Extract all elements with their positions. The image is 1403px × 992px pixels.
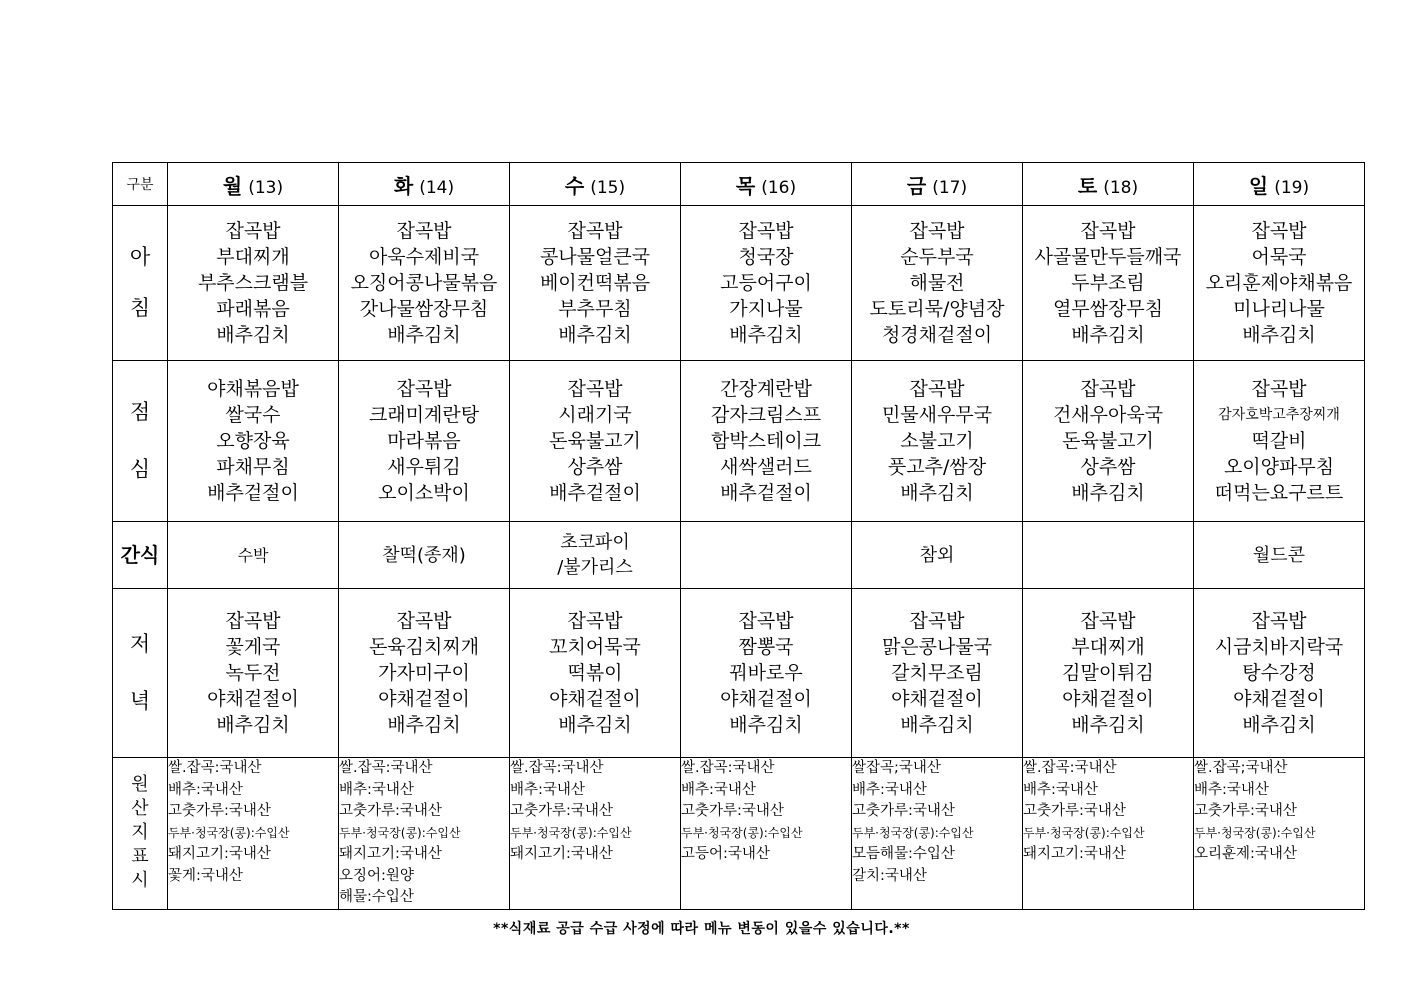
menu-item: 잡곡밥	[396, 378, 452, 400]
dinner-cell	[510, 589, 681, 758]
menu-item: 잡곡밥	[909, 220, 965, 242]
origin-line: 두부·청국장(콩):수입산	[852, 825, 974, 840]
menu-item: 잡곡밥	[1251, 220, 1307, 242]
menu-item: 함박스테이크	[710, 430, 822, 452]
origin-line: 꽃게:국내산	[168, 867, 243, 884]
menu-item: 떠먹는요구르트	[1214, 482, 1344, 504]
menu-item: 돈육김치찌개	[368, 636, 480, 658]
menu-item: 김말이튀김	[1062, 662, 1154, 684]
menu-item: 감자크림스프	[710, 404, 822, 426]
menu-item: 잡곡밥	[567, 610, 623, 632]
origin-line: 배추:국내산	[339, 781, 414, 798]
breakfast-cell	[1023, 206, 1194, 361]
origin-line: 배추:국내산	[681, 781, 756, 798]
origin-line: 쌀.잡곡;국내산	[1194, 760, 1288, 776]
lunch-cell	[168, 361, 339, 522]
menu-item: 갈치무조림	[891, 662, 983, 684]
origin-cell	[1194, 758, 1365, 910]
menu-item: 어묵국	[1251, 246, 1307, 268]
origin-label: 원 산 지 표 시	[113, 758, 168, 910]
lunch-cell	[852, 361, 1023, 522]
menu-item: 야채겉절이	[720, 688, 812, 710]
menu-item: 탕수강정	[1242, 662, 1316, 684]
menu-item: 배추김치	[900, 482, 974, 504]
origin-line: 쌀.잡곡:국내산	[1023, 760, 1117, 776]
origin-line: 두부·청국장(콩):수입산	[681, 825, 803, 840]
origin-line: 고춧가루:국내산	[852, 803, 955, 819]
breakfast-cell	[510, 206, 681, 361]
dinner-cell	[339, 589, 510, 758]
dinner-cell	[1023, 589, 1194, 758]
menu-item: 돈육불고기	[549, 430, 641, 452]
menu-item: 열무쌈장무침	[1052, 298, 1164, 320]
origin-line: 고춧가루:국내산	[1023, 803, 1126, 819]
menu-item: 잡곡밥	[1251, 378, 1307, 400]
menu-item: 배추김치	[1242, 714, 1316, 736]
menu-item: 상추쌈	[567, 456, 623, 478]
menu-item: 파래볶음	[216, 298, 290, 320]
origin-line: 고춧가루:국내산	[681, 803, 784, 819]
dinner-cell	[852, 589, 1023, 758]
menu-item: 새싹샐러드	[720, 456, 812, 478]
menu-item: 찰떡(종재)	[382, 544, 466, 566]
header-row	[113, 163, 1365, 206]
menu-item: 감자호박고추장찌개	[1218, 407, 1340, 423]
origin-line: 오징어:원양	[339, 867, 414, 884]
menu-item: 배추김치	[1071, 324, 1145, 346]
weekly-menu-table	[112, 162, 1365, 910]
menu-item: 순두부국	[900, 246, 974, 268]
menu-item: 배추김치	[558, 324, 632, 346]
breakfast-cell	[852, 206, 1023, 361]
menu-item: 야채겉절이	[549, 688, 641, 710]
menu-item: 꿔바로우	[729, 662, 803, 684]
menu-item: 배추김치	[1071, 482, 1145, 504]
menu-item: 해물전	[909, 272, 965, 294]
origin-line: 배추:국내산	[168, 781, 243, 798]
menu-item: 잡곡밥	[1251, 610, 1307, 632]
menu-item: 오향장육	[216, 430, 290, 452]
menu-item: 잡곡밥	[909, 378, 965, 400]
dinner-cell	[168, 589, 339, 758]
footnote: **식재료 공급 수급 사정에 따라 메뉴 변동이 있을수 있습니다.**	[493, 921, 910, 937]
menu-item: 미나리나물	[1233, 298, 1325, 320]
menu-item: /불가리스	[557, 557, 633, 578]
menu-item: 잡곡밥	[738, 610, 794, 632]
menu-item: 부대찌개	[1071, 636, 1145, 658]
menu-item: 고등어구이	[720, 272, 812, 294]
menu-item: 갓나물쌈장무침	[359, 298, 489, 320]
menu-item: 가자미구이	[378, 662, 470, 684]
origin-line: 고춧가루:국내산	[168, 803, 271, 819]
day-header: 수 (15)	[510, 163, 681, 206]
menu-item: 야채볶음밥	[207, 378, 299, 400]
snack-cell	[852, 522, 1023, 589]
menu-item: 녹두전	[225, 662, 281, 684]
origin-line: 두부·청국장(콩):수입산	[339, 825, 461, 840]
snack-label: 간식	[113, 522, 168, 589]
dinner-cell	[1194, 589, 1365, 758]
menu-item: 상추쌈	[1080, 456, 1136, 478]
breakfast-cell	[339, 206, 510, 361]
menu-item: 잡곡밥	[738, 220, 794, 242]
origin-line: 두부·청국장(콩):수입산	[510, 825, 632, 840]
lunch-cell	[1194, 361, 1365, 522]
day-header: 화 (14)	[339, 163, 510, 206]
menu-item: 야채겉절이	[891, 688, 983, 710]
origin-line: 두부·청국장(콩):수입산	[168, 825, 290, 840]
origin-line: 배추:국내산	[1023, 781, 1098, 798]
menu-item: 쌀국수	[225, 404, 281, 426]
origin-line: 돼지고기:국내산	[339, 846, 442, 862]
menu-item: 배추김치	[1071, 714, 1145, 736]
lunch-cell	[510, 361, 681, 522]
origin-line: 쌀.잡곡:국내산	[339, 760, 433, 776]
menu-item: 월드콘	[1252, 544, 1306, 566]
breakfast-row	[113, 206, 1365, 361]
menu-item: 배추겉절이	[207, 482, 299, 504]
origin-line: 배추:국내산	[510, 781, 585, 798]
snack-cell	[1023, 522, 1194, 589]
menu-item: 잡곡밥	[567, 220, 623, 242]
origin-line: 배추:국내산	[852, 781, 927, 798]
menu-item: 배추김치	[387, 714, 461, 736]
day-header: 일 (19)	[1194, 163, 1365, 206]
origin-line: 쌀.잡곡:국내산	[168, 760, 262, 776]
menu-item: 배추김치	[729, 324, 803, 346]
menu-item: 풋고추/쌈장	[887, 456, 987, 478]
menu-item: 배추김치	[729, 714, 803, 736]
origin-cell	[1023, 758, 1194, 910]
menu-item: 야채겉절이	[1233, 688, 1325, 710]
lunch-cell	[1023, 361, 1194, 522]
dinner-row	[113, 589, 1365, 758]
origin-line: 갈치:국내산	[852, 867, 927, 884]
menu-item: 사골물만두들깨국	[1034, 246, 1182, 268]
menu-item: 오이소박이	[378, 482, 470, 504]
menu-item: 잡곡밥	[225, 220, 281, 242]
origin-line: 고등어:국내산	[681, 846, 770, 862]
dinner-label: 저 녁	[113, 589, 168, 758]
menu-item: 오징어콩나물볶음	[350, 272, 498, 294]
menu-item: 꼬치어묵국	[549, 636, 641, 658]
menu-item: 잡곡밥	[1080, 220, 1136, 242]
menu-item: 청경채겉절이	[881, 324, 993, 346]
category-header: 구분	[113, 163, 168, 206]
origin-cell	[168, 758, 339, 910]
lunch-label: 점 심	[113, 361, 168, 522]
menu-item: 꽃게국	[225, 636, 281, 658]
menu-item: 배추겉절이	[549, 482, 641, 504]
lunch-row	[113, 361, 1365, 522]
day-header: 토 (18)	[1023, 163, 1194, 206]
menu-item: 초코파이	[560, 532, 630, 553]
snack-cell	[681, 522, 852, 589]
breakfast-label: 아 침	[113, 206, 168, 361]
origin-line: 쌀잡곡;국내산	[852, 760, 941, 776]
menu-item: 가지나물	[729, 298, 803, 320]
origin-line: 고춧가루:국내산	[510, 803, 613, 819]
menu-item: 잡곡밥	[225, 610, 281, 632]
menu-item: 베이컨떡볶음	[539, 272, 651, 294]
menu-item: 두부조림	[1071, 272, 1145, 294]
menu-item: 잡곡밥	[396, 610, 452, 632]
menu-item: 잡곡밥	[1080, 610, 1136, 632]
origin-line: 배추:국내산	[1194, 781, 1269, 798]
menu-item: 참외	[919, 544, 955, 566]
menu-item: 배추김치	[1242, 324, 1316, 346]
breakfast-cell	[1194, 206, 1365, 361]
origin-line: 쌀.잡곡:국내산	[510, 760, 604, 776]
menu-item: 짬뽕국	[738, 636, 794, 658]
menu-item: 떡볶이	[567, 662, 623, 684]
origin-line: 고춧가루:국내산	[339, 803, 442, 819]
origin-cell	[339, 758, 510, 910]
menu-item: 돈육불고기	[1062, 430, 1154, 452]
snack-cell	[510, 522, 681, 589]
menu-item: 부대찌개	[216, 246, 290, 268]
origin-cell	[510, 758, 681, 910]
menu-item: 새우튀김	[387, 456, 461, 478]
origin-cell	[852, 758, 1023, 910]
day-header: 목 (16)	[681, 163, 852, 206]
lunch-cell	[339, 361, 510, 522]
origin-line: 모듬해물:수입산	[852, 846, 955, 862]
menu-item: 잡곡밥	[909, 610, 965, 632]
menu-item: 맑은콩나물국	[881, 636, 993, 658]
dinner-cell	[681, 589, 852, 758]
menu-item: 크래미계란탕	[368, 404, 480, 426]
menu-item: 시금치바지락국	[1214, 636, 1344, 658]
menu-item: 아욱수제비국	[368, 246, 480, 268]
lunch-cell	[681, 361, 852, 522]
day-header: 월 (13)	[168, 163, 339, 206]
menu-item: 부추스크램블	[197, 272, 309, 294]
breakfast-cell	[168, 206, 339, 361]
menu-item: 잡곡밥	[396, 220, 452, 242]
snack-row	[113, 522, 1365, 589]
menu-item: 배추겉절이	[720, 482, 812, 504]
menu-item: 배추김치	[558, 714, 632, 736]
menu-item: 오이양파무침	[1223, 456, 1335, 478]
menu-item: 배추김치	[900, 714, 974, 736]
snack-cell	[168, 522, 339, 589]
menu-item: 파채무침	[216, 456, 290, 478]
snack-cell	[339, 522, 510, 589]
day-header: 금 (17)	[852, 163, 1023, 206]
menu-item: 콩나물얼큰국	[539, 246, 651, 268]
origin-line: 오리훈제:국내산	[1194, 846, 1297, 862]
menu-item: 간장계란밥	[720, 378, 812, 400]
menu-item: 시래기국	[558, 404, 632, 426]
menu-item: 건새우아욱국	[1052, 404, 1164, 426]
origin-line: 돼지고기:국내산	[168, 846, 271, 862]
menu-item: 야채겉절이	[378, 688, 470, 710]
menu-item: 수박	[237, 545, 269, 565]
origin-line: 돼지고기:국내산	[1023, 846, 1126, 862]
origin-line: 두부·청국장(콩):수입산	[1194, 825, 1316, 840]
origin-line: 고춧가루:국내산	[1194, 803, 1297, 819]
menu-item: 청국장	[738, 246, 794, 268]
origin-cell	[681, 758, 852, 910]
menu-item: 배추김치	[387, 324, 461, 346]
menu-item: 배추김치	[216, 324, 290, 346]
origin-line: 두부·청국장(콩):수입산	[1023, 825, 1145, 840]
menu-item: 부추무침	[558, 298, 632, 320]
menu-item: 잡곡밥	[1080, 378, 1136, 400]
menu-item: 떡갈비	[1251, 430, 1307, 452]
origin-line: 쌀.잡곡:국내산	[681, 760, 775, 776]
menu-item: 민물새우무국	[881, 404, 993, 426]
origin-line: 해물:수입산	[339, 889, 414, 905]
menu-item: 잡곡밥	[567, 378, 623, 400]
menu-item: 도토리묵/양념장	[869, 298, 1005, 320]
menu-item: 야채겉절이	[1062, 688, 1154, 710]
breakfast-cell	[681, 206, 852, 361]
menu-item: 야채겉절이	[207, 688, 299, 710]
menu-item: 배추김치	[216, 714, 290, 736]
menu-item: 마라볶음	[387, 430, 461, 452]
snack-cell	[1194, 522, 1365, 589]
menu-item: 오리훈제야채볶음	[1205, 272, 1353, 294]
origin-row	[113, 758, 1365, 910]
menu-item: 소불고기	[900, 430, 974, 452]
origin-line: 돼지고기:국내산	[510, 846, 613, 862]
